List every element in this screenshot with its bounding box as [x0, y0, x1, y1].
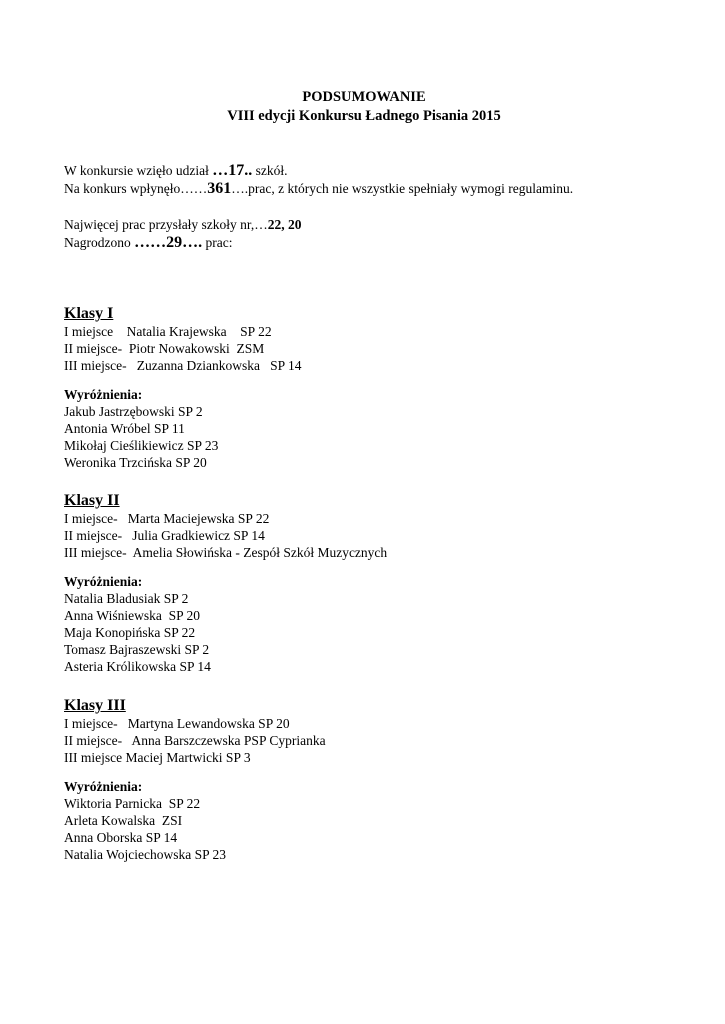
document-title: PODSUMOWANIE [302, 89, 426, 105]
distinction-row: Anna Oborska SP 14 [64, 830, 178, 845]
awarded-prefix: Nagrodzono [64, 235, 135, 250]
awarded-value: ……29…. [134, 234, 203, 251]
schools-prefix: W konkursie wzięło udział [64, 163, 213, 178]
title-block [64, 88, 664, 126]
awarded-suffix: prac: [202, 235, 233, 250]
most-line [64, 216, 664, 234]
distinctions-heading: Wyróżnienia: [64, 779, 143, 794]
section-heading: Klasy II [64, 492, 120, 509]
most-prefix: Najwięcej prac przysłały szkoły nr,… [64, 217, 268, 232]
works-value: 361 [207, 180, 232, 197]
distinction-row: Asteria Królikowska SP 14 [64, 659, 211, 674]
place-row: III miejsce Maciej Martwicki SP 3 [64, 750, 251, 765]
document-subtitle: VIII edycji Konkursu Ładnego Pisania 2015 [227, 108, 501, 124]
intro-paragraph-2 [64, 216, 664, 252]
place-row: III miejsce- Zuzanna Dziankowska SP 14 [64, 358, 302, 373]
distinction-row: Tomasz Bajraszewski SP 2 [64, 642, 210, 657]
place-row: I miejsce- Martyna Lewandowska SP 20 [64, 716, 290, 731]
place-row: I miejsce- Marta Maciejewska SP 22 [64, 511, 270, 526]
place-row: II miejsce- Anna Barszczewska PSP Cyprianka [64, 733, 326, 748]
schools-value: …17.. [212, 162, 253, 179]
distinction-row: Maja Konopińska SP 22 [64, 625, 196, 640]
distinction-row: Mikołaj Cieślikiewicz SP 23 [64, 438, 219, 453]
distinction-row: Weronika Trzcińska SP 20 [64, 455, 207, 470]
schools-line [64, 162, 664, 180]
section-klasy-2 [64, 491, 664, 675]
schools-suffix: szkół. [252, 163, 288, 178]
place-row: I miejsce Natalia Krajewska SP 22 [64, 324, 272, 339]
distinction-row: Wiktoria Parnicka SP 22 [64, 796, 201, 811]
place-row: III miejsce- Amelia Słowińska - Zespół Szkół Muzycznych [64, 545, 388, 560]
section-heading: Klasy III [64, 697, 126, 714]
section-heading: Klasy I [64, 305, 114, 322]
works-suffix: ….prac, z których nie wszystkie spełniały wymogi regulaminu. [231, 181, 574, 196]
distinction-row: Jakub Jastrzębowski SP 2 [64, 404, 203, 419]
place-row: II miejsce- Julia Gradkiewicz SP 14 [64, 528, 265, 543]
section-klasy-3 [64, 696, 664, 863]
distinctions-heading: Wyróżnienia: [64, 387, 143, 402]
works-prefix: Na konkurs wpłynęło…… [64, 181, 208, 196]
distinction-row: Natalia Bladusiak SP 2 [64, 591, 189, 606]
works-line [64, 180, 664, 198]
distinction-row: Arleta Kowalska ZSI [64, 813, 183, 828]
distinction-row: Anna Wiśniewska SP 20 [64, 608, 200, 623]
most-value: 22, 20 [267, 217, 302, 232]
place-row: II miejsce- Piotr Nowakowski ZSM [64, 341, 265, 356]
distinction-row: Antonia Wróbel SP 11 [64, 421, 185, 436]
distinctions-heading: Wyróżnienia: [64, 574, 143, 589]
intro-paragraph-1 [64, 162, 664, 198]
awarded-line [64, 234, 664, 252]
section-klasy-1 [64, 304, 664, 471]
distinction-row: Natalia Wojciechowska SP 23 [64, 847, 227, 862]
